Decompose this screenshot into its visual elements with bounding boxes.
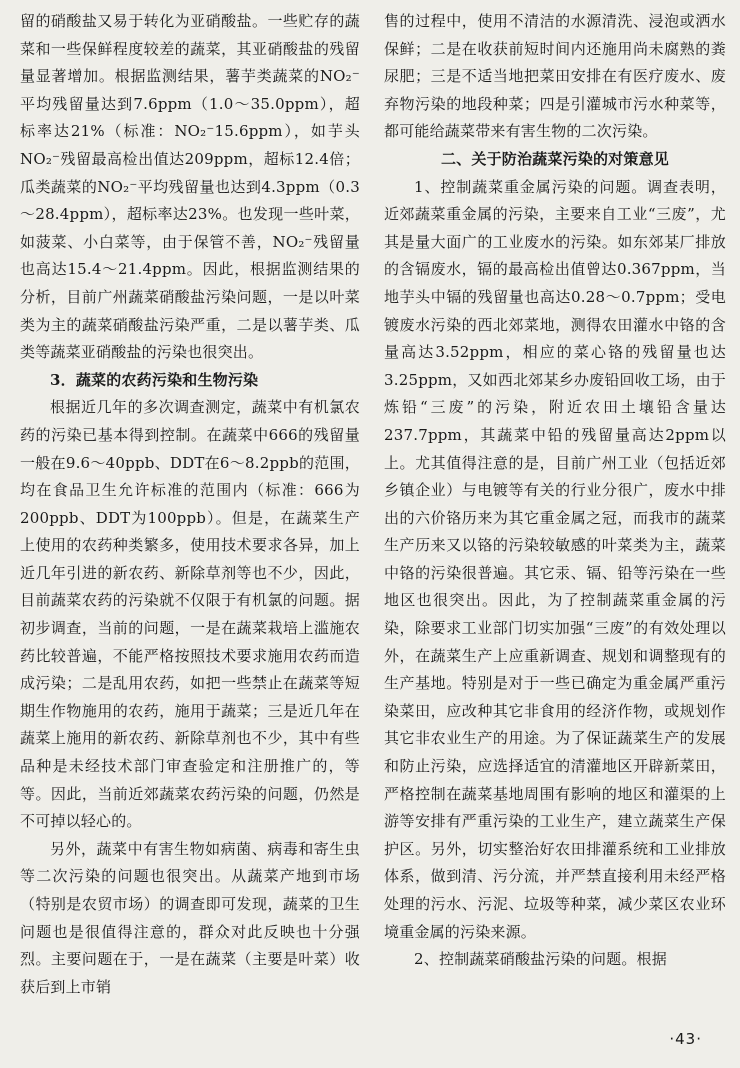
page-number [0,1030,730,1048]
section-heading-pesticide: 3．蔬菜的农药污染和生物污染 [50,370,259,389]
right-column [384,8,726,974]
paragraph-heavy-metal: 1、控制蔬菜重金属污染的问题。调查表明，近郊蔬菜重金属的污染，主要来自工业“三废”，尤其是量大面广的工业废水的污染。如东郊某厂排放的含镉废水，镉的最高检出值曾达0.367ppm，当地芋头中镉的残留量也高达0.28～0.7ppm；受电镀废水污染的西北郊菜地，测得农田灌水中铬的含量高达3.52ppm，相应的菜心铬的残留量也达3.25ppm，又如西北郊某乡办废铅回收工场，由于炼铅“三废”的污染，附近农田土壤铅含量达237.7ppm，其蔬菜中铅的残留量高达2ppm以上。尤其值得注意的是，目前广州工业（包括近郊乡镇企业）与电镀等有关的行业分很广，废水中排出的六价铬历来为其它重金属之冠，而我市的蔬菜生产历来又以铬的污染较敏感的叶菜类为主，蔬菜中铬的污染很普遍。其它汞、镉、铅等污染在一些地区也很突出。因此，为了控制蔬菜重金属的污染，除要求工业部门切实加强“三废”的有效处理以外，在蔬菜生产上应重新调查、规划和调整现有的生产基地。特别是对于一些已确定为重金属严重污染菜田，应改种其它非食用的经济作物，或规划作其它非农业生产的用途。为了保证蔬菜生产的发展和防止污染，应选择适宜的清灌地区开辟新菜田，严格控制在蔬菜基地周围有影响的地区和灌渠的上游等安排有严重污染的工业生产，建立蔬菜生产保护区。另外，切实整治好农田排灌系统和工业排放体系，做到清、污分流，并严禁直接利用未经严格处理的污水、污泥、垃圾等种菜，减少菜区农业环境重金属的污染来源。 [384,177,726,941]
left-column [20,8,360,1001]
section-heading-countermeasures: 二、关于防治蔬菜污染的对策意见 [440,149,669,168]
paragraph-nitrate: 2、控制蔬菜硝酸盐污染的问题。根据 [414,950,667,969]
paragraph-nitrite-continued: 留的硝酸盐又易于转化为亚硝酸盐。一些贮存的蔬菜和一些保鲜程度较差的蔬菜，其亚硝酸盐的残留量显著增加。根据监测结果，薯芋类蔬菜的NO₂⁻平均残留量达到7.6ppm（1.0～35.0ppm），超标率达21%（标准：NO₂⁻15.6ppm），如芋头NO₂⁻残留最高检出值达209ppm，超标12.4倍；瓜类蔬菜的NO₂⁻平均残留量也达到4.3ppm（0.3～28.4ppm），超标率达23%。也发现一些叶菜，如菠菜、小白菜等，由于保管不善，NO₂⁻残留量也高达15.4～21.4ppm。因此，根据监测结果的分析，目前广州蔬菜硝酸盐污染问题，一是以叶菜类为主的蔬菜硝酸盐污染严重，二是以薯芋类、瓜类等蔬菜亚硝酸盐的污染也很突出。 [20,12,360,362]
paragraph-pesticide: 根据近几年的多次调查测定，蔬菜中有机氯农药的污染已基本得到控制。在蔬菜中666的残留量一般在9.6～40ppb、DDT在6～8.2ppb的范围，均在食品卫生允许标准的范围内（标准：666为200ppb、DDT为100ppb）。但是，在蔬菜生产上使用的农药种类繁多，使用技术要求各异，加上近几年引进的新农药、新除草剂等也不少，因此，目前蔬菜农药的污染就不仅限于有机氯的问题。据初步调查，当前的问题，一是在蔬菜栽培上滥施农药比较普遍，不能严格按照技术要求施用农药而造成污染；二是乱用农药，如把一些禁止在蔬菜等短期生作物施用的农药，施用于蔬菜；三是近几年在蔬菜上施用的新农药、新除草剂也不少，其中有些品种是未经技术部门审查验定和注册推广的，等等。因此，当前近郊蔬菜农药污染的问题，仍然是不可掉以轻心的。 [20,398,360,831]
paragraph-biological: 另外，蔬菜中有害生物如病菌、病毒和寄生虫等二次污染的问题也很突出。从蔬菜产地到市场（特别是农贸市场）的调查即可发现，蔬菜的卫生问题也是很值得注意的，群众对此反映也十分强烈。主要问题在于，一是在蔬菜（主要是叶菜）收获后到上市销 [20,839,360,996]
paragraph-biological-continued: 售的过程中，使用不清洁的水源清洗、浸泡或洒水保鲜；二是在收获前短时间内还施用尚未腐熟的粪尿肥；三是不适当地把菜田安排在有医疗废水、废弃物污染的地段种菜；四是引灌城市污水种菜等，都可能给蔬菜带来有害生物的二次污染。 [384,12,726,141]
page-number-text: ·43· [669,1030,702,1048]
